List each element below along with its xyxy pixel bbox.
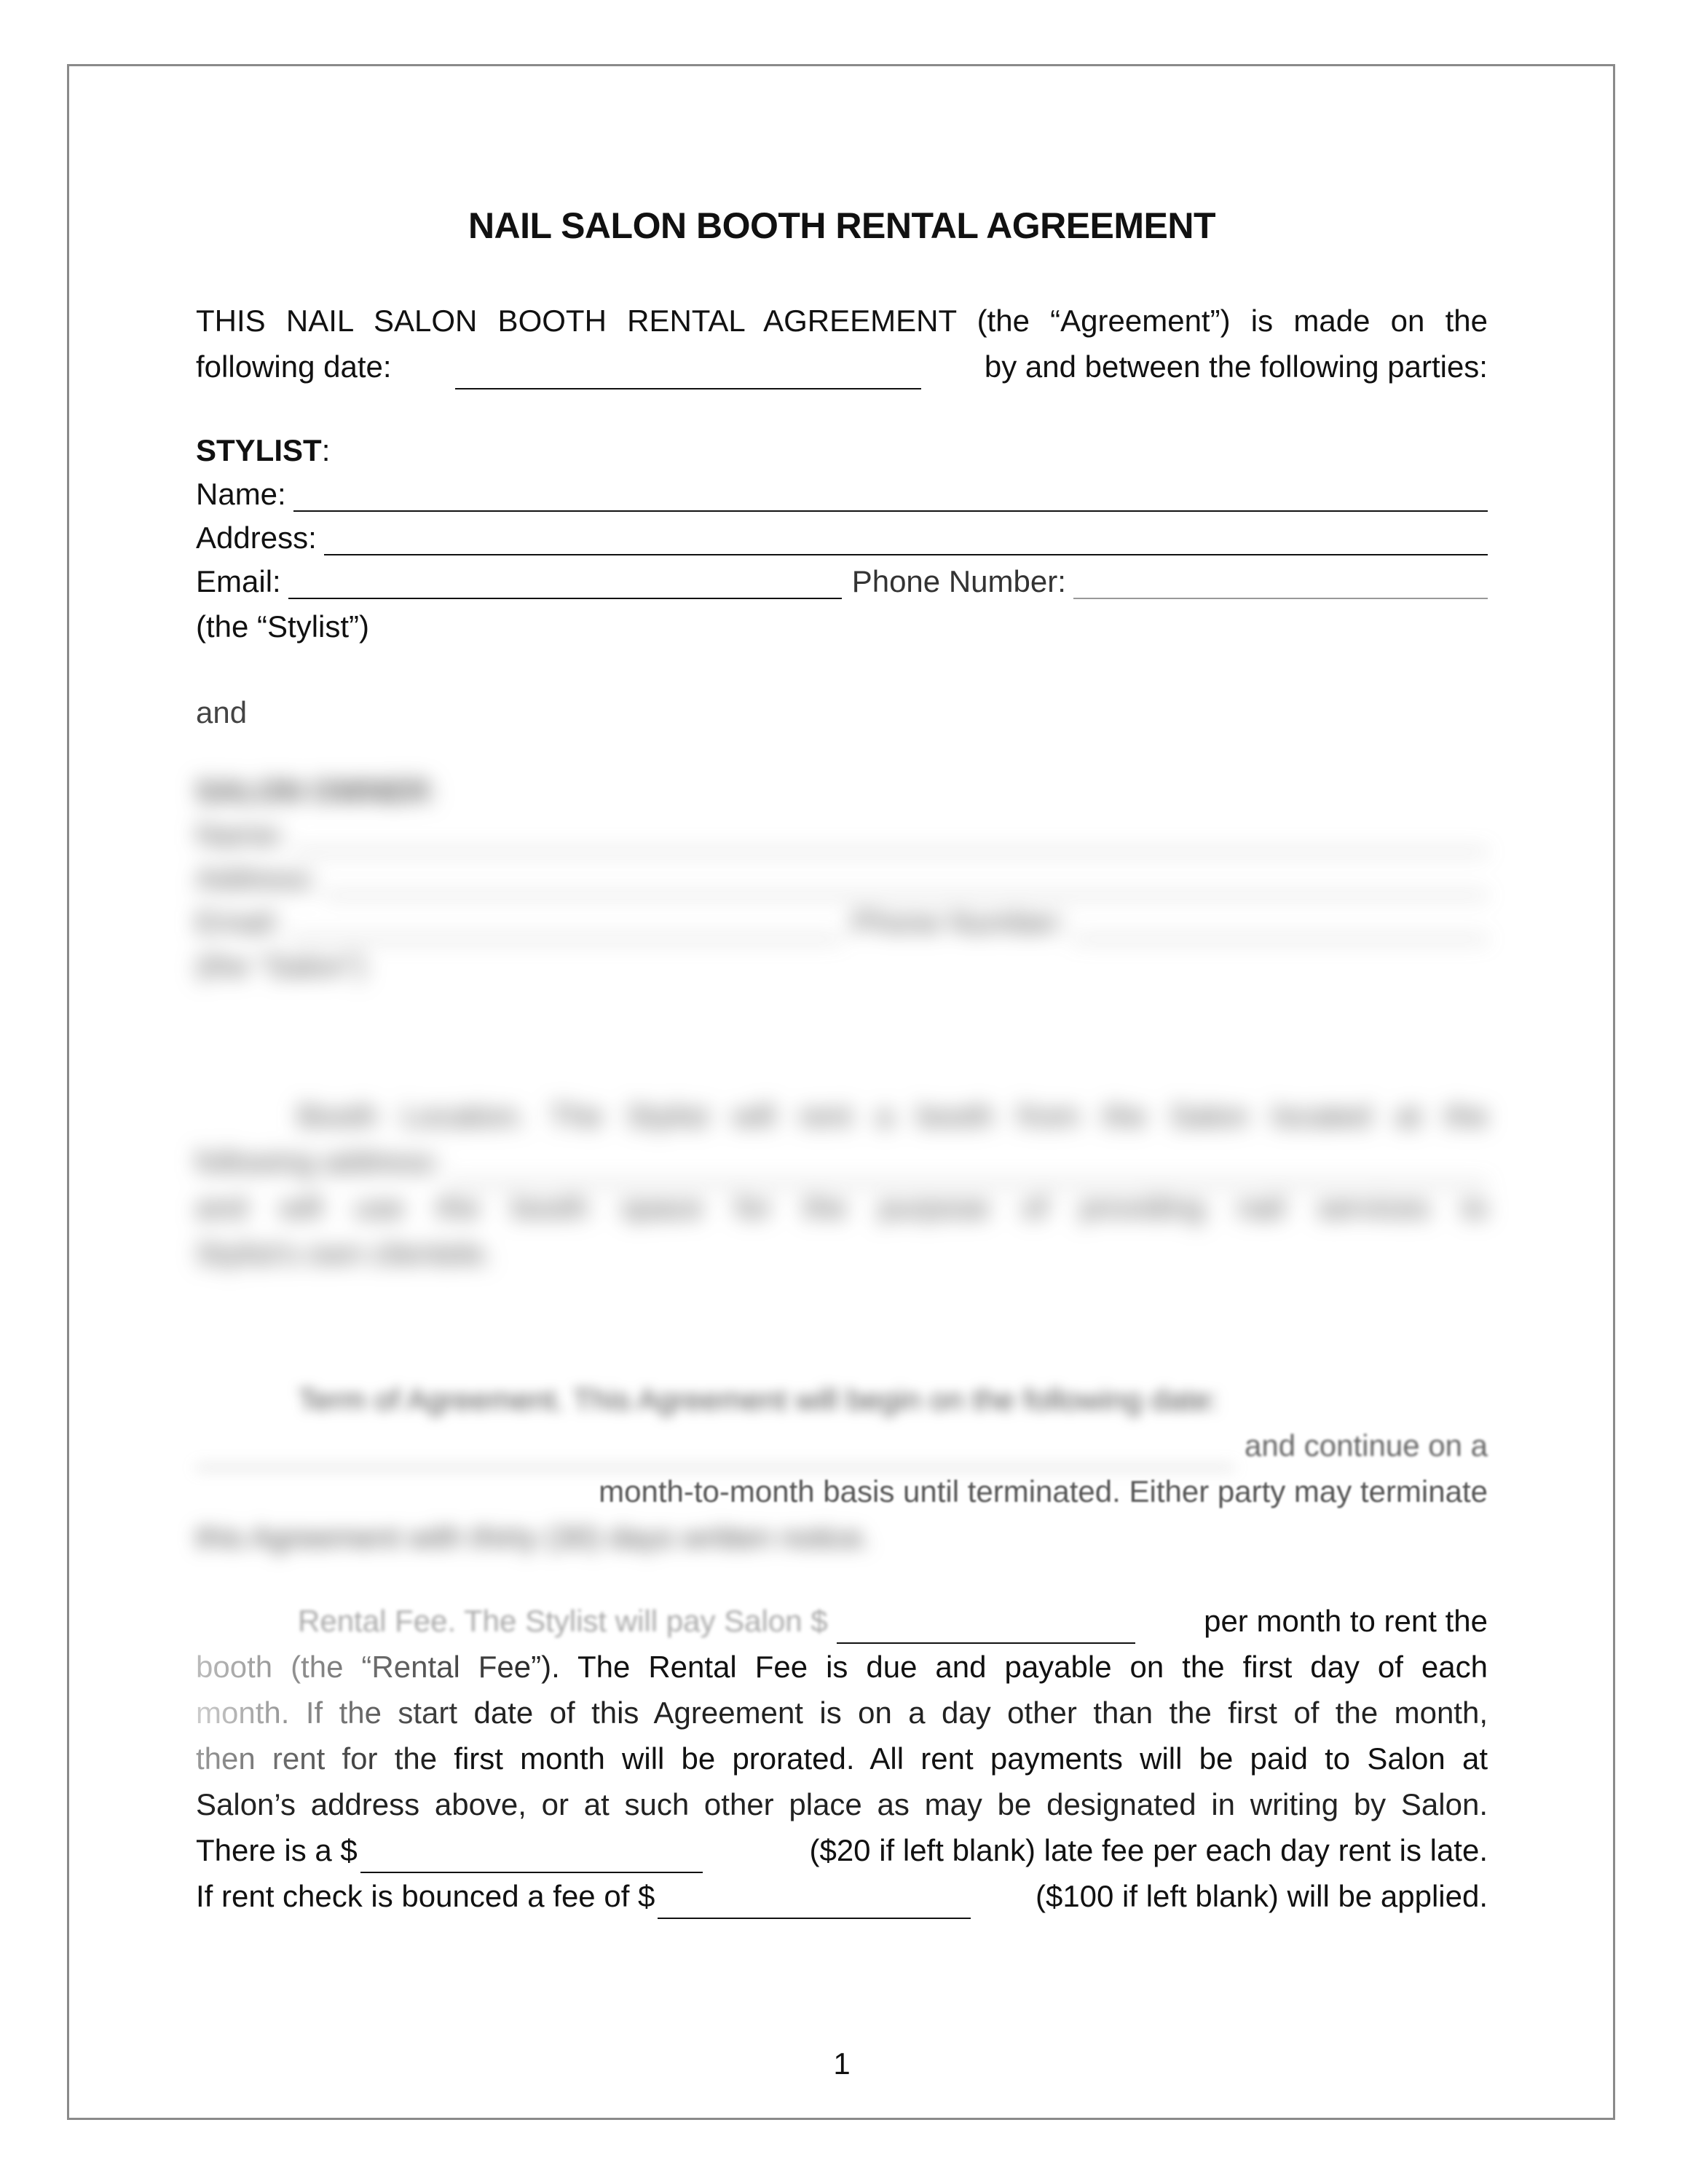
salon-contact-row	[196, 896, 1488, 940]
bounced-check-fee-field[interactable]	[658, 1891, 971, 1919]
stylist-name-field[interactable]	[293, 483, 1488, 512]
section3-line-3: month. If the start date of this Agreement is on a day other than the first of the month,	[196, 1690, 1488, 1736]
stylist-address-field[interactable]	[324, 526, 1488, 555]
salon-name-row	[196, 809, 1488, 852]
stylist-contact-row	[196, 555, 1488, 599]
intro-date-label: following date:	[196, 349, 392, 384]
intro-line-1: THIS NAIL SALON BOOTH RENTAL AGREEMENT (the “Agreement”) is made on the	[196, 304, 1488, 338]
section1-line-3: and will use the booth space for the purpose of providing nail services to	[196, 1190, 1488, 1224]
salon-owner-block	[196, 765, 1488, 1027]
term-start-date-field[interactable]	[196, 1439, 1234, 1468]
stylist-address-row	[196, 512, 1488, 555]
stylist-email-field[interactable]	[288, 570, 842, 599]
document-page	[67, 64, 1615, 2120]
section3-line-2: booth (the “Rental Fee”). The Rental Fee is due and payable on the first day of each	[196, 1644, 1488, 1690]
stylist-defined-as: (the “Stylist”)	[196, 609, 370, 644]
section2-line-1: Term of Agreement. This Agreement will begin on the following date:	[298, 1382, 1219, 1417]
section1-line-1: Booth Location. The Stylist will rent a booth from the Salon located at the	[298, 1099, 1488, 1133]
section-booth-location	[196, 1093, 1488, 1276]
salon-address-field[interactable]	[324, 867, 1488, 896]
stylist-address-label: Address:	[196, 521, 317, 555]
stylist-heading-text: STYLIST	[196, 433, 322, 467]
document-title: NAIL SALON BOOTH RENTAL AGREEMENT	[468, 205, 1216, 246]
and-text: and	[196, 695, 248, 729]
section3-line-1b: per month to rent the	[1204, 1604, 1488, 1638]
salon-email-field[interactable]	[288, 911, 842, 940]
section1-line-4: Stylist's own clientele.	[196, 1236, 493, 1270]
salon-defined-as: (the “Salon”)	[196, 949, 366, 983]
salon-name-field[interactable]	[293, 823, 1488, 852]
salon-phone-label: Phone Number:	[851, 905, 1066, 939]
stylist-phone-field[interactable]	[1073, 570, 1488, 599]
section3-line-7a: If rent check is bounced a fee of $	[196, 1879, 655, 1913]
agreement-date-blank[interactable]	[455, 362, 921, 389]
salon-owner-heading-colon: :	[428, 774, 438, 808]
section2-line-2: and continue on a	[1245, 1428, 1488, 1463]
stylist-name-row	[196, 468, 1488, 512]
salon-email-label: Email:	[196, 905, 281, 939]
salon-name-label: Name:	[196, 818, 286, 852]
booth-address-field[interactable]	[448, 1155, 1488, 1184]
salon-address-row	[196, 852, 1488, 896]
salon-address-label: Address:	[196, 861, 317, 895]
section3-line-4: then rent for the first month will be prorated. All rent payments will be paid to Salon at	[196, 1736, 1488, 1781]
stylist-email-label: Email:	[196, 564, 281, 598]
stylist-name-label: Name:	[196, 477, 286, 511]
section3-line-6a: There is a $	[196, 1833, 358, 1867]
section-rental-fee	[196, 1598, 1488, 1919]
section-term	[196, 1377, 1488, 1560]
section1-line-2: following address:	[196, 1144, 441, 1179]
intro-paragraph	[196, 298, 1488, 389]
salon-owner-heading-text: SALON OWNER	[196, 774, 429, 808]
rental-fee-amount-field[interactable]	[837, 1616, 1135, 1644]
salon-owner-heading	[196, 765, 1488, 809]
stylist-heading-colon: :	[321, 433, 331, 467]
stylist-phone-label: Phone Number:	[851, 564, 1066, 598]
page-number: 1	[833, 2046, 851, 2081]
section2-line-4: this Agreement with thirty (30) days written notice.	[196, 1520, 871, 1554]
section3-line-6b: ($20 if left blank) late fee per each day rent is late.	[809, 1833, 1488, 1867]
late-fee-amount-field[interactable]	[360, 1845, 703, 1873]
section3-line-7b: ($100 if left blank) will be applied.	[1035, 1879, 1488, 1913]
stylist-heading	[196, 424, 1488, 468]
section3-line-1a: Rental Fee. The Stylist will pay Salon $	[298, 1604, 828, 1638]
salon-phone-field[interactable]	[1073, 911, 1488, 940]
section2-line-3: month-to-month basis until terminated. Either party may terminate	[599, 1474, 1488, 1508]
intro-parties-text: by and between the following parties:	[984, 349, 1488, 384]
section3-line-5: Salon’s address above, or at such other place as may be designated in writing by Salon.	[196, 1787, 1488, 1821]
